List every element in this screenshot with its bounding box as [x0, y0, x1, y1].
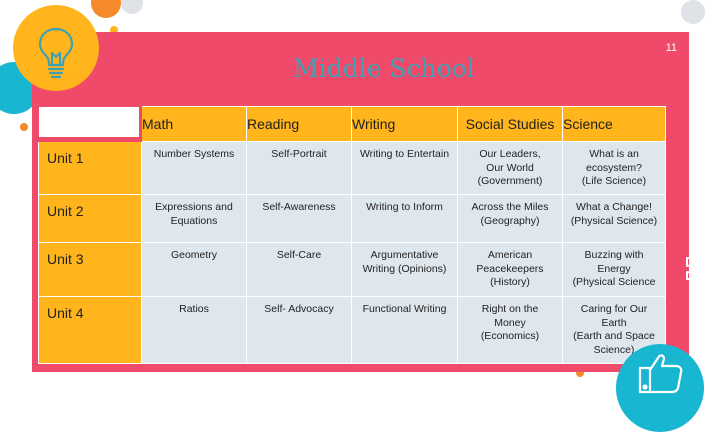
decor-circle-orange-small [20, 123, 28, 131]
table-cell [142, 195, 247, 243]
puzzle-icon [681, 248, 715, 282]
page-number: 11 [665, 42, 677, 54]
table-cell [142, 243, 247, 297]
table-cell [247, 243, 352, 297]
thumbs-up-badge [616, 344, 704, 432]
cell-text: Functional Writing [362, 303, 447, 315]
table-cell [247, 142, 352, 195]
cell-text: Argumentative Writing (Opinions) [362, 249, 447, 275]
cell-text: Self-Awareness [262, 201, 336, 213]
cell-text: Self-Portrait [271, 148, 327, 160]
corner-white-box [38, 106, 140, 138]
page-title: Middle School [293, 54, 475, 83]
cell-text: Ratios [179, 303, 209, 315]
table-cell [247, 297, 352, 364]
cell-text: Geometry [170, 249, 218, 261]
table-cell [352, 195, 458, 243]
decor-circle-gray [121, 0, 143, 14]
column-header-reading: Reading [247, 107, 352, 142]
table-cell [352, 243, 458, 297]
cell-text: Across the Miles (Geography) [471, 201, 549, 227]
table-cell [352, 297, 458, 364]
curriculum-table [38, 106, 666, 364]
table-cell [458, 243, 563, 297]
cell-text: Number Systems [153, 148, 235, 160]
lightbulb-icon [13, 5, 99, 91]
table-cell [563, 243, 666, 297]
cell-text: Expressions and Equations [155, 201, 233, 227]
cell-text: What a Change! (Physical Science) [570, 201, 658, 227]
cell-text: American Peacekeepers (History) [476, 249, 544, 288]
column-header-writing: Writing [352, 107, 458, 142]
row-label-unit-2: Unit 2 [39, 195, 142, 243]
table-row [39, 195, 666, 243]
table-cell [458, 142, 563, 195]
cell-text: What is an ecosystem? (Life Science) [581, 148, 647, 187]
cell-text: Buzzing with Energy (Physical Science [572, 249, 656, 288]
cell-text: Self- Advocacy [264, 303, 334, 315]
table-cell [142, 297, 247, 364]
lightbulb-badge [13, 5, 99, 91]
cell-text: Right on the Money (Economics) [480, 303, 540, 342]
table-row [39, 297, 666, 364]
table-cell [563, 142, 666, 195]
row-label-unit-1: Unit 1 [39, 142, 142, 195]
column-header-math: Math [142, 107, 247, 142]
cell-text: Writing to Inform [366, 201, 443, 213]
table-cell [458, 297, 563, 364]
table-cell [563, 195, 666, 243]
cell-text: Our Leaders, Our World (Government) [477, 148, 543, 187]
table-cell [247, 195, 352, 243]
table-row [39, 243, 666, 297]
decor-circle-gray-right [681, 0, 705, 24]
cell-text: Caring for Our Earth (Earth and Space Science) [573, 303, 655, 356]
row-label-unit-3: Unit 3 [39, 243, 142, 297]
column-header-science: Science [563, 107, 666, 142]
table-cell [352, 142, 458, 195]
cell-text: Writing to Entertain [359, 148, 450, 160]
column-header-social-studies: Social Studies [458, 107, 563, 142]
cell-text: Self-Care [276, 249, 322, 261]
table-cell [458, 195, 563, 243]
row-label-unit-4: Unit 4 [39, 297, 142, 364]
table-cell [142, 142, 247, 195]
table-row [39, 142, 666, 195]
thumbs-up-icon [616, 344, 704, 432]
